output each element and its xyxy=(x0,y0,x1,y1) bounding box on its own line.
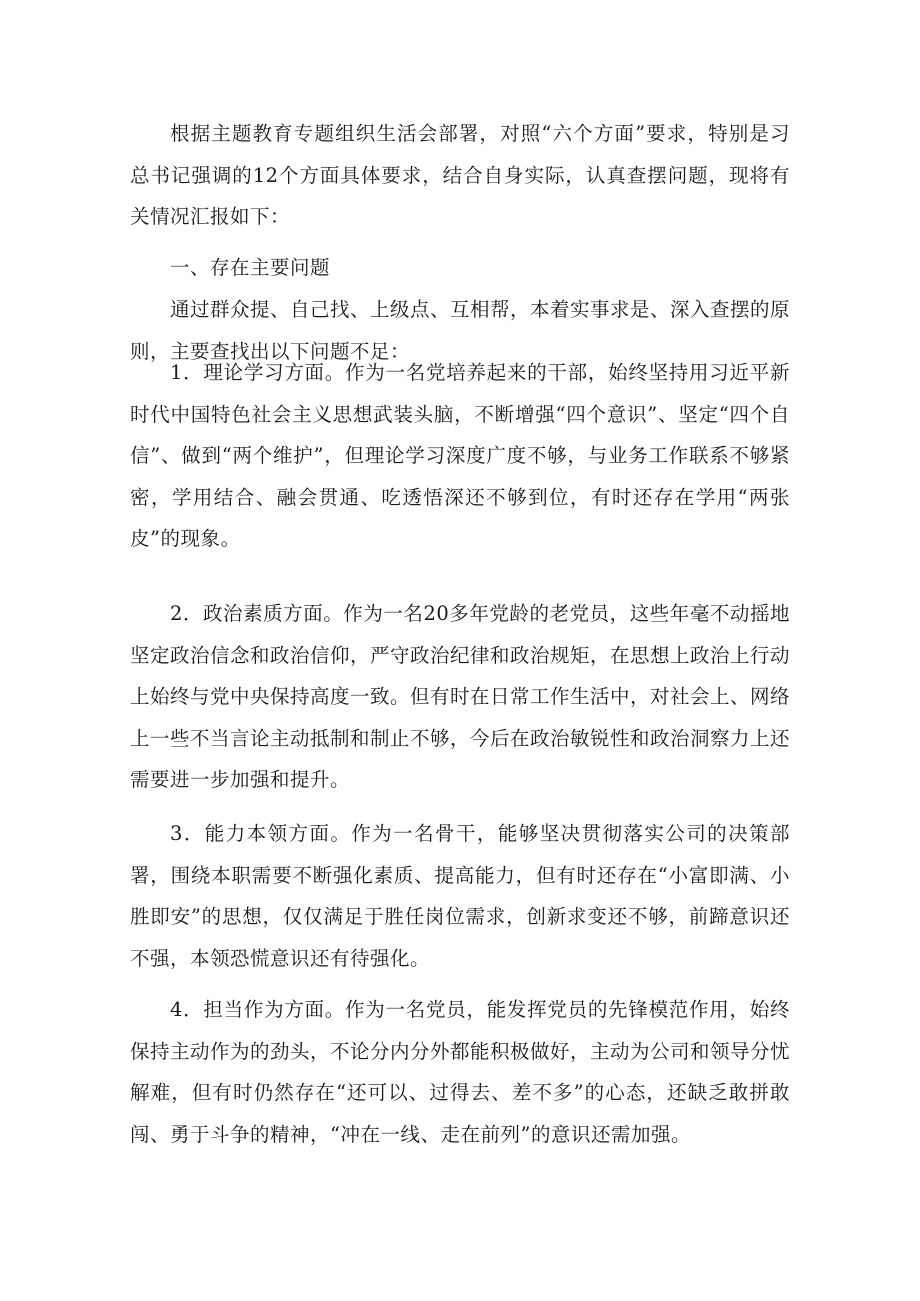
section-heading: 一、存在主要问题 xyxy=(170,256,331,279)
problem-item-responsibility: 4．担当作为方面。作为一名党员，能发挥党员的先锋模范作用，始终保持主动作为的劲头，不论分内分外都能积极做好，主动为公司和领导分忧解难，但有时仍然存在“还可以、过得去、差不多”的心态，还缺乏敢拼敢闯、勇于斗争的精神，“冲在一线、走在前列”的意识还需加强。 xyxy=(130,998,791,1146)
intro-paragraph: 根据主题教育专题组织生活会部署，对照“六个方面”要求，特别是习总书记强调的12个方面具体要求，结合自身实际，认真查摆问题，现将有关情况汇报如下： xyxy=(130,122,790,228)
problem-item-theory-study: 1．理论学习方面。作为一名党培养起来的干部，始终坚持用习近平新时代中国特色社会主义思想武装头脑，不断增强“四个意识”、坚定“四个自信”、做到“两个维护”，但理论学习深度广度不够，与业务工作联系不够紧密，学用结合、融会贯通、吃透悟深还不够到位，有时还存在学用“两张皮”的现象。 xyxy=(130,361,790,550)
section-intro-paragraph: 通过群众提、自己找、上级点、互相帮，本着实事求是、深入查摆的原则，主要查找出以下问题不足： xyxy=(130,298,791,363)
problem-item-political-quality: 2．政治素质方面。作为一名20多年党龄的老党员，这些年毫不动摇地坚定政治信念和政治信仰，严守政治纪律和政治规矩，在思想上政治上行动上始终与党中央保持高度一致。但有时在日常工作生活中，对社会上、网络上一些不当言论主动抵制和制止不够，今后在政治敏锐性和政治洞察力上还需要进一步加强和提升。 xyxy=(130,602,791,791)
problem-item-capability: 3．能力本领方面。作为一名骨干，能够坚决贯彻落实公司的决策部署，围绕本职需要不断强化素质、提高能力，但有时还存在“小富即满、小胜即安”的思想，仅仅满足于胜任岗位需求，创新求变还不够，前蹄意识还不强，本领恐慌意识还有待强化。 xyxy=(130,822,790,970)
